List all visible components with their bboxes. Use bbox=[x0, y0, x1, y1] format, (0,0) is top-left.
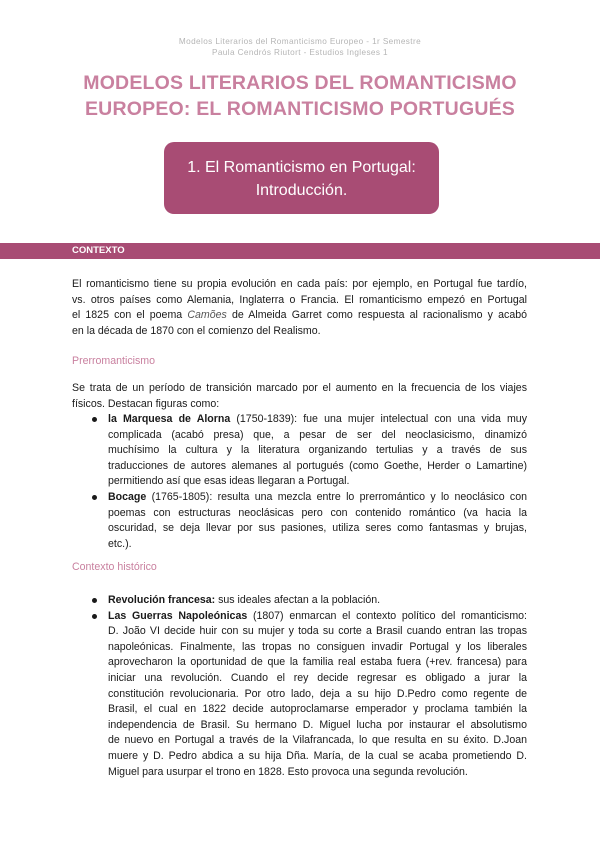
intro-line: El romanticismo tiene su propia evolución en cada país: por ejemplo, en Portugal fue tardío, bbox=[72, 278, 527, 290]
intro-line: el 1825 con el poema Camões de Almeida Garret como respuesta al racionalismo y acabó bbox=[72, 309, 527, 322]
list-item: la Marquesa de Alorna (1750-1839): fue una mujer intelectual con una vida muy complicada (acabó presa) que, a pesar de ser del neoclasicismo, dinamizó muchísimo la cultura y la literatura organizando tertulias y a través de sus traducciones de autores alemanes al portugués (como Goethe, Herder o Lamartine) permitiendo así que esas ideas llegaran a Portugal. bbox=[72, 412, 527, 490]
poem-title: Camões bbox=[187, 309, 227, 322]
section-heading-line-2: Introducción. bbox=[255, 182, 348, 199]
item-bold-term: Revolución francesa: bbox=[108, 594, 216, 606]
document-title bbox=[40, 70, 560, 122]
list-item: Las Guerras Napoleónicas (1807) enmarcan el contexto político del romanticismo: D. João VI decide huir con su mujer y toda su corte a Brasil cuando entran las tropas napoleónicas. Finalmente, las tropas no consiguen invadir Portugal y los liberales aprovecharon la oportunidad de que la familia real estaba fuera (+rev. francesa) para iniciar una revolución. Cuando el rey decide regresar es obligado a jurar la constitución revolucionaria. Por otro lado, deja a su hijo D.Pedro como regente de Brasil, el cual en 1822 decide autoproclamarse emperador y proclama también la independencia de Brasil. Su hermano D. Miguel lucha por instaurar el absolutismo de nuevo en Portugal a través de la Vilafrancada, lo que resulta en su éxito. D.Joan muere y D. Pedro abdica a su hija Dña. María, de la cual se acaba prometiendo D. Miguel para usurpar el trono en 1828. Esto provoca una segunda revolución. bbox=[72, 609, 527, 781]
item-bold-term: la Marquesa de Alorna bbox=[108, 413, 231, 425]
bullet-icon bbox=[92, 614, 97, 619]
section-heading-line-1: 1. El Romanticismo en Portugal: bbox=[187, 159, 416, 176]
subheading-contexto-historico: Contexto histórico bbox=[72, 561, 157, 573]
list-item: Bocage (1765-1805): resulta una mezcla entre lo prerromántico y lo neoclásico con poemas con estructuras neoclásicas pero con contenido romántico (va hacia la oscuridad, se deja llevar por sus pasiones, utiliza seres como fantasmas y brujas, etc.). bbox=[72, 490, 527, 552]
bullet-icon bbox=[92, 495, 97, 500]
contexto-historico-list bbox=[72, 593, 527, 780]
paragraph-line: físicos. Destacan figuras como: bbox=[72, 397, 220, 410]
running-header bbox=[0, 37, 600, 58]
item-bold-term: Bocage bbox=[108, 490, 147, 503]
prerromanticismo-list bbox=[72, 412, 527, 552]
section-heading-box bbox=[164, 142, 439, 214]
intro-line: en la década de 1870 con el comienzo del Realismo. bbox=[72, 324, 321, 337]
context-band-label: CONTEXTO bbox=[72, 245, 125, 256]
paragraph-line: Se trata de un período de transición marcado por el aumento en la frecuencia de los viajes bbox=[72, 382, 527, 394]
subheading-prerromanticismo: Prerromanticismo bbox=[72, 355, 156, 367]
intro-line: vs. otros países como Alemania, Inglaterra o Francia. El romanticismo empezó en Portugal bbox=[72, 293, 527, 306]
prerromanticismo-paragraph bbox=[72, 381, 527, 412]
header-author-line: Paula Cendrós Riutort - Estudios Ingleses 1 bbox=[211, 47, 389, 57]
context-band bbox=[0, 243, 600, 259]
bullet-icon bbox=[92, 598, 97, 603]
title-line-1: MODELOS LITERARIOS DEL ROMANTICISMO bbox=[83, 72, 517, 94]
intro-paragraph bbox=[72, 277, 527, 339]
header-course-line: Modelos Literarios del Romanticismo Europeo - 1r Semestre bbox=[178, 37, 422, 46]
list-item: Revolución francesa: sus ideales afectan a la población. bbox=[72, 593, 527, 609]
item-bold-term: Las Guerras Napoleónicas bbox=[108, 609, 248, 622]
title-line-2: EUROPEO: EL ROMANTICISMO PORTUGUÉS bbox=[84, 98, 516, 120]
bullet-icon bbox=[92, 417, 97, 422]
